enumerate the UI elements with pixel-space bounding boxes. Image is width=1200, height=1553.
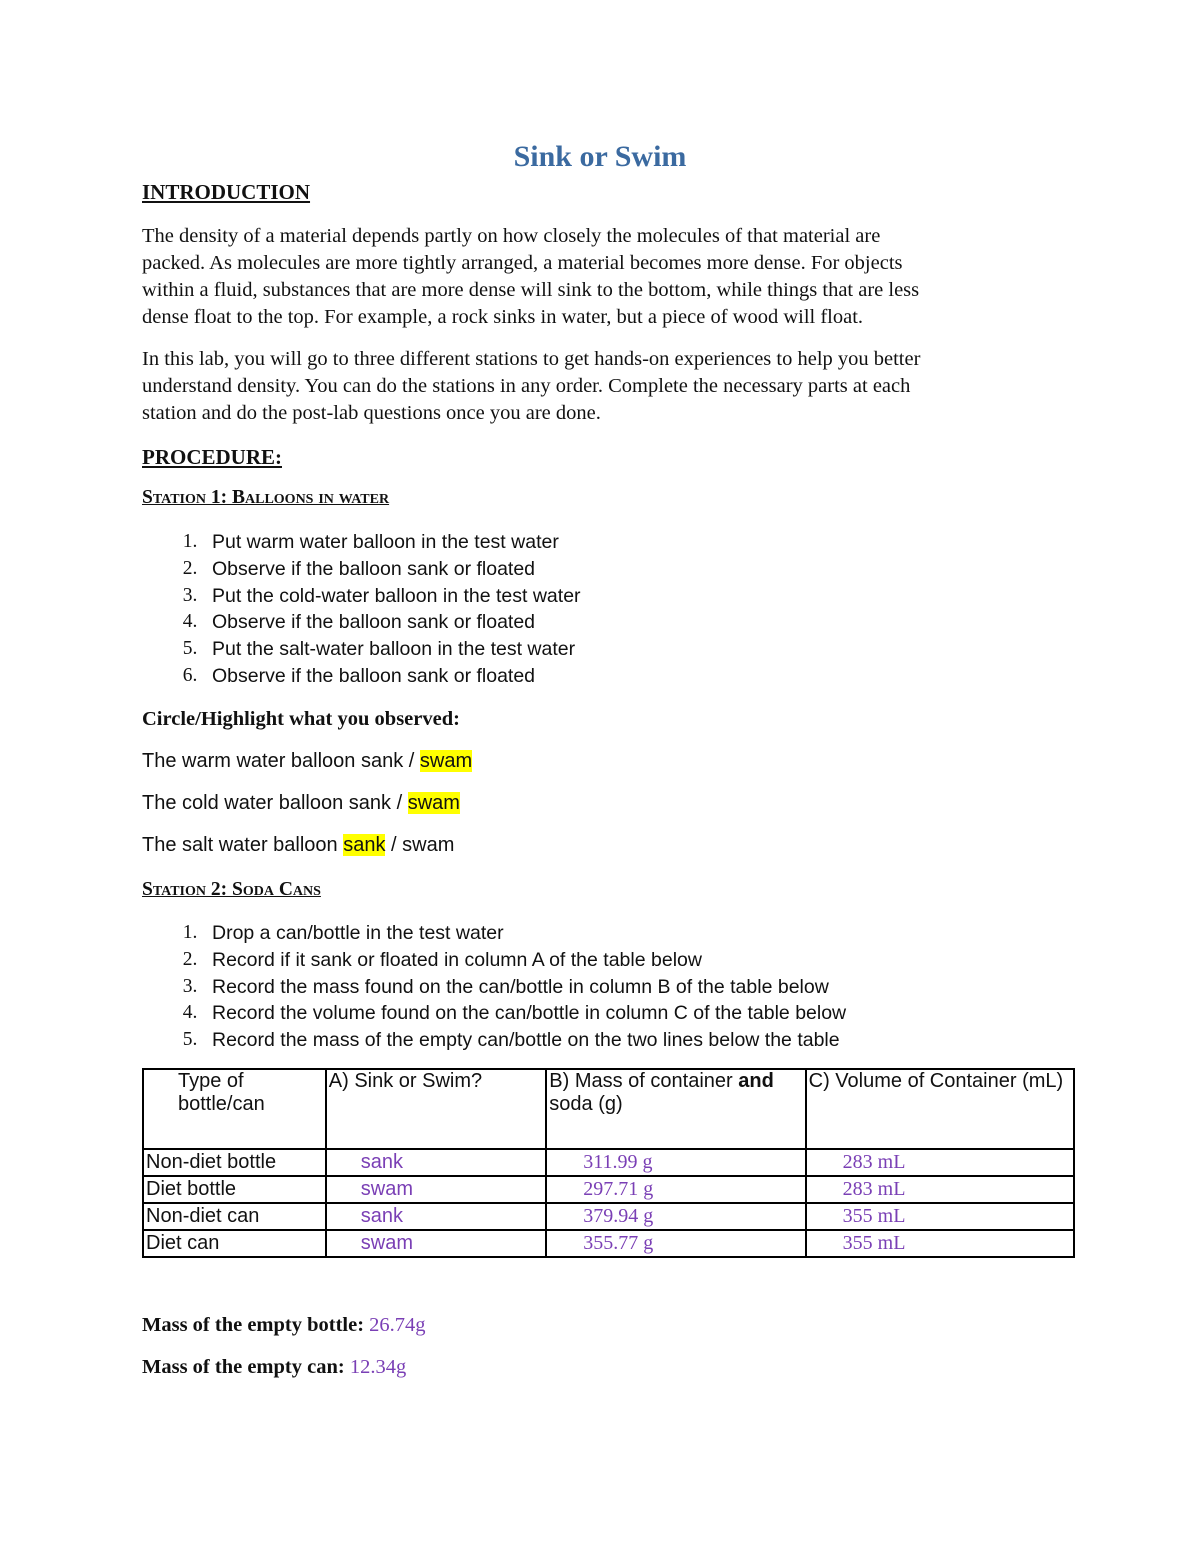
cell-type: Diet bottle [143, 1176, 326, 1203]
station1-heading: Station 1: Balloons in water [142, 487, 390, 508]
option-sank-highlighted[interactable]: sank [343, 834, 386, 856]
header-mass: B) Mass of container and soda (g) [546, 1069, 805, 1149]
cell-type: Non-diet can [143, 1203, 326, 1230]
soda-data-table [142, 1068, 1075, 1258]
intro-line: station and do the post-lab questions once you are done. [142, 402, 601, 424]
list-item: 4. Observe if the balloon sank or floated [182, 611, 536, 634]
list-item: 3. Record the mass found on the can/bottle in column B of the table below [182, 975, 829, 998]
procedure-heading: PROCEDURE: [142, 445, 282, 469]
empty-can-value[interactable]: 12.34g [349, 1356, 407, 1378]
intro-line: within a fluid, substances that are more dense will sink to the bottom, while things that are less [142, 279, 920, 301]
cell-volume[interactable]: 355 mL [806, 1230, 1074, 1257]
header-volume: C) Volume of Container (mL) [806, 1069, 1074, 1149]
list-item: 6. Observe if the balloon sank or floated [182, 664, 536, 687]
list-item: 4. Record the volume found on the can/bottle in column C of the table below [182, 1002, 847, 1025]
intro-paragraph-1 [142, 223, 1062, 331]
table-row [143, 1176, 1074, 1203]
table-row [143, 1149, 1074, 1176]
list-item: 5. Put the salt-water balloon in the test water [182, 638, 576, 661]
intro-paragraph-2 [142, 346, 1062, 427]
station2-heading: Station 2: Soda Cans [142, 879, 321, 900]
table-header-row [143, 1069, 1074, 1149]
list-item: 1. Drop a can/bottle in the test water [182, 922, 504, 944]
cell-volume[interactable]: 283 mL [806, 1176, 1074, 1203]
cell-mass[interactable]: 311.99 g [546, 1149, 805, 1176]
option-swam-highlighted[interactable]: swam [407, 792, 460, 814]
empty-can-mass: Mass of the empty can: 12.34g [142, 1356, 407, 1378]
station1-steps [142, 529, 581, 690]
intro-line: In this lab, you will go to three different stations to get hands-on experiences to help you better [142, 348, 921, 370]
page-title: Sink or Swim [513, 140, 687, 173]
list-item: 2. Record if it sank or floated in column A of the table below [182, 948, 702, 971]
observation-warm: The warm water balloon sank / swam [142, 750, 473, 772]
empty-bottle-mass: Mass of the empty bottle: 26.74g [142, 1314, 426, 1336]
cell-mass[interactable]: 379.94 g [546, 1203, 805, 1230]
intro-line: packed. As molecules are more tightly arranged, a material becomes more dense. For objects [142, 252, 903, 274]
observation-salt: The salt water balloon sank / swam [142, 834, 455, 856]
option-swam[interactable]: swam [402, 834, 455, 856]
cell-type: Diet can [143, 1230, 326, 1257]
option-sank[interactable]: sank [348, 792, 392, 814]
intro-line: The density of a material depends partly on how closely the molecules of that material are [142, 225, 881, 247]
header-sink-or-swim: A) Sink or Swim? [326, 1069, 547, 1149]
empty-bottle-value[interactable]: 26.74g [369, 1314, 426, 1336]
cell-volume[interactable]: 283 mL [806, 1149, 1074, 1176]
intro-heading: INTRODUCTION [142, 180, 311, 204]
cell-type: Non-diet bottle [143, 1149, 326, 1176]
cell-mass[interactable]: 355.77 g [546, 1230, 805, 1257]
list-item: 5. Record the mass of the empty can/bottle on the two lines below the table [182, 1029, 840, 1052]
list-item: 2. Observe if the balloon sank or floated [182, 557, 536, 580]
table-row [143, 1230, 1074, 1257]
option-swam-highlighted[interactable]: swam [419, 750, 473, 772]
cell-sink-swim[interactable]: swam [326, 1176, 547, 1203]
list-item: 1. Put warm water balloon in the test water [182, 531, 559, 553]
header-type: Type of bottle/can [143, 1069, 326, 1149]
cell-mass[interactable]: 297.71 g [546, 1176, 805, 1203]
cell-sink-swim[interactable]: sank [326, 1203, 547, 1230]
station2-steps [142, 920, 846, 1054]
cell-volume[interactable]: 355 mL [806, 1203, 1074, 1230]
list-item: 3. Put the cold-water balloon in the test water [182, 584, 581, 607]
observation-cold: The cold water balloon sank / swam [142, 792, 460, 814]
observe-label: Circle/Highlight what you observed: [142, 708, 460, 730]
table-row [143, 1203, 1074, 1230]
intro-line: understand density. You can do the stations in any order. Complete the necessary parts at each [142, 375, 911, 397]
cell-sink-swim[interactable]: sank [326, 1149, 547, 1176]
option-sank[interactable]: sank [360, 750, 404, 772]
cell-sink-swim[interactable]: swam [326, 1230, 547, 1257]
intro-line: dense float to the top. For example, a rock sinks in water, but a piece of wood will float. [142, 306, 864, 328]
